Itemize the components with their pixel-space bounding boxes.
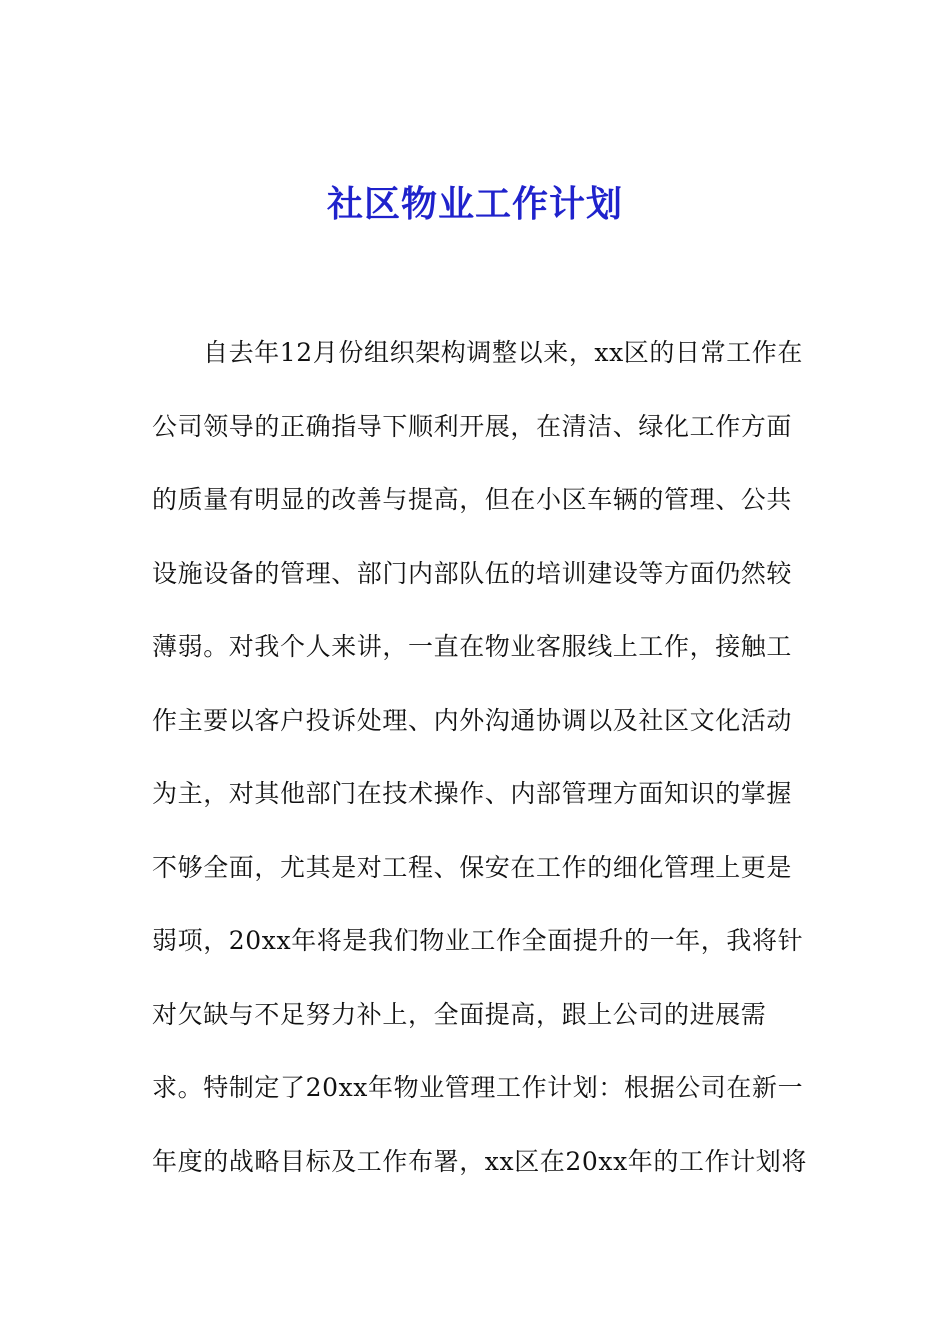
paragraph-line: 对欠缺与不足努力补上，全面提高，跟上公司的进展需	[152, 999, 767, 1029]
paragraph-line: 不够全面，尤其是对工程、保安在工作的细化管理上更是	[152, 852, 793, 882]
paragraph-line: 公司领导的正确指导下顺利开展，在清洁、绿化工作方面	[152, 411, 793, 441]
paragraph-line: 作主要以客户投诉处理、内外沟通协调以及社区文化活动	[152, 705, 793, 735]
paragraph-line: 弱项，20xx年将是我们物业工作全面提升的一年，我将针	[152, 926, 804, 955]
paragraph-line: 薄弱。对我个人来讲，一直在物业客服线上工作，接触工	[152, 632, 793, 661]
paragraph-line: 设施设备的管理、部门内部队伍的培训建设等方面仍然较	[152, 558, 793, 588]
paragraph-line: 的质量有明显的改善与提高，但在小区车辆的管理、公共	[152, 485, 793, 514]
document-title: 社区物业工作计划	[326, 183, 623, 225]
body-paragraph	[152, 325, 812, 1207]
paragraph-line: 求。特制定了20xx年物业管理工作计划：根据公司在新一	[152, 1073, 804, 1102]
paragraph-line: 为主，对其他部门在技术操作、内部管理方面知识的掌握	[152, 779, 793, 808]
paragraph-line: 自去年12月份组织架构调整以来，xx区的日常工作在	[203, 338, 804, 367]
paragraph-line: 年度的战略目标及工作布署，xx区在20xx年的工作计划将	[152, 1146, 808, 1176]
